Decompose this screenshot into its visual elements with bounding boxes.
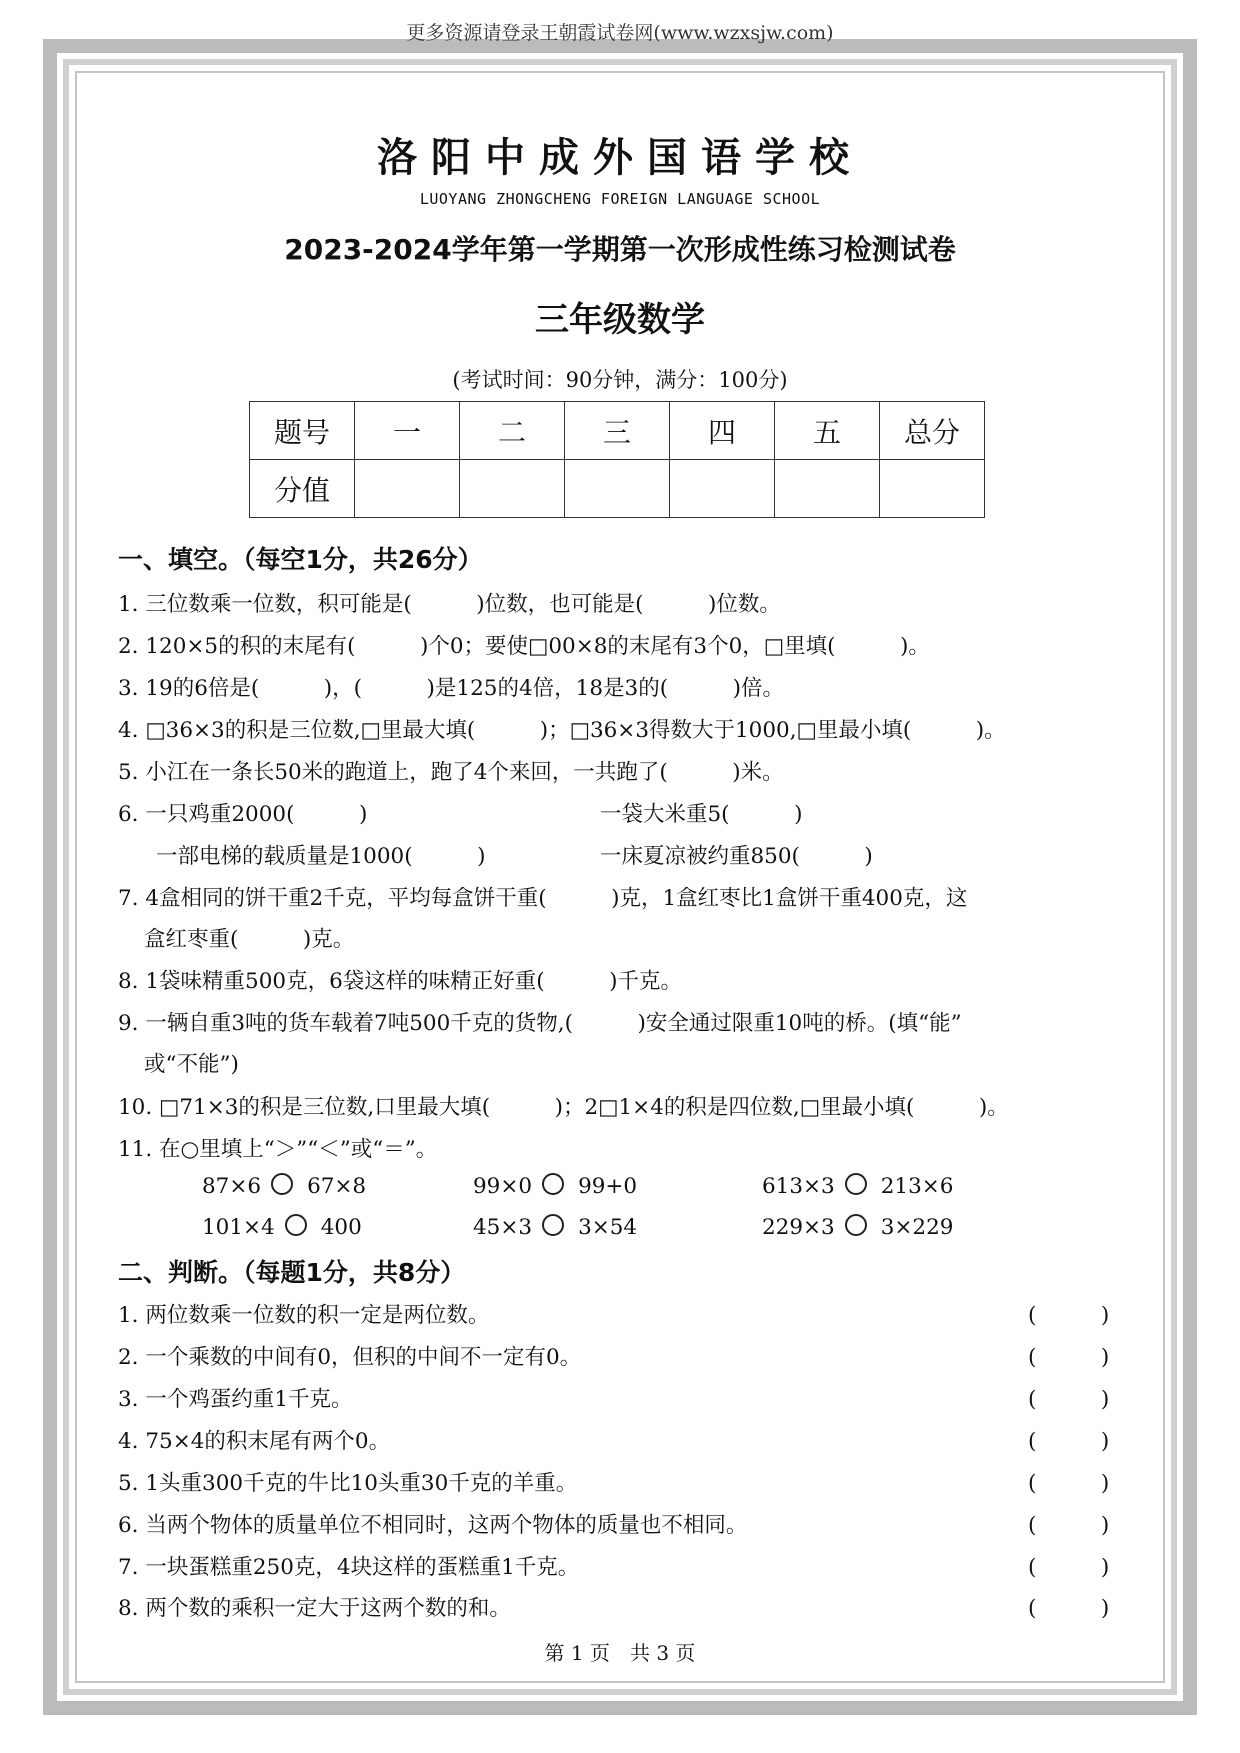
- watermark-text: 更多资源请登录王朝霞试卷网(www.wzxsjw.com): [406, 22, 834, 44]
- judgment-answer-1[interactable]: ( ): [1028, 1303, 1110, 1328]
- score-cell: 分值: [250, 460, 355, 518]
- judgment-item-3: 3. 一个鸡蛋约重1千克。: [118, 1387, 353, 1412]
- judgment-answer-3[interactable]: ( ): [1028, 1387, 1110, 1412]
- subject-title: 三年级数学: [535, 300, 705, 340]
- question-1-5: 5. 小江在一条长50米的跑道上，跑了4个来回，一共跑了( )米。: [118, 760, 784, 785]
- question-1-6d: 一床夏凉被约重850( ): [600, 844, 873, 869]
- section-1-heading: 一、填空。（每空1分，共26分）: [118, 545, 483, 574]
- question-1-9a: 9. 一辆自重3吨的货车载着7吨500千克的货物,( )安全通过限重10吨的桥。(填“能”: [118, 1011, 962, 1036]
- question-1-8: 8. 1袋味精重500克，6袋这样的味精正好重( )千克。: [118, 969, 683, 994]
- question-1-9b: 或“不能”): [144, 1052, 239, 1077]
- question-1-1: 1. 三位数乘一位数，积可能是( )位数，也可能是( )位数。: [118, 592, 781, 617]
- answer-circle[interactable]: [845, 1173, 867, 1195]
- judgment-answer-5[interactable]: ( ): [1028, 1471, 1110, 1496]
- judgment-answer-6[interactable]: ( ): [1028, 1513, 1110, 1538]
- score-input-cell[interactable]: [880, 460, 985, 518]
- comparison-item: 87×6 67×8: [202, 1174, 367, 1199]
- score-input-cell[interactable]: [355, 460, 460, 518]
- score-cell: 一: [355, 402, 460, 460]
- judgment-item-1: 1. 两位数乘一位数的积一定是两位数。: [118, 1303, 490, 1328]
- question-1-6b: 一袋大米重5( ): [600, 802, 803, 827]
- score-input-cell[interactable]: [460, 460, 565, 518]
- question-1-6c: 一部电梯的载质量是1000( ): [156, 844, 486, 869]
- exam-info: (考试时间：90分钟，满分：100分): [452, 368, 788, 392]
- school-name: 洛阳中成外国语学校: [377, 135, 863, 181]
- school-name-english: LUOYANG ZHONGCHENG FOREIGN LANGUAGE SCHOOL: [419, 190, 821, 208]
- score-cell: 三: [565, 402, 670, 460]
- question-1-3: 3. 19的6倍是( )，( )是125的4倍，18是3的( )倍。: [118, 676, 784, 701]
- comparison-item: 229×3 3×229: [762, 1215, 954, 1240]
- score-cell: 五: [775, 402, 880, 460]
- exam-title: 2023-2024学年第一学期第一次形成性练习检测试卷: [284, 233, 956, 266]
- answer-circle[interactable]: [845, 1214, 867, 1236]
- judgment-item-8: 8. 两个数的乘积一定大于这两个数的和。: [118, 1596, 511, 1621]
- question-1-10: 10. □71×3的积是三位数,口里最大填( )；2□1×4的积是四位数,□里最小填( )。: [118, 1095, 1009, 1120]
- answer-circle[interactable]: [542, 1173, 564, 1195]
- score-input-cell[interactable]: [670, 460, 775, 518]
- score-table-value-row: [250, 460, 985, 518]
- judgment-answer-8[interactable]: ( ): [1028, 1596, 1110, 1621]
- question-1-7b: 盒红枣重( )克。: [144, 927, 355, 952]
- question-1-11: 11. 在○里填上“＞”“＜”或“＝”。: [118, 1137, 438, 1162]
- judgment-answer-7[interactable]: ( ): [1028, 1555, 1110, 1580]
- judgment-item-5: 5. 1头重300千克的牛比10头重30千克的羊重。: [118, 1471, 578, 1496]
- judgment-answer-2[interactable]: ( ): [1028, 1345, 1110, 1370]
- score-cell: 题号: [250, 402, 355, 460]
- page-footer: 第 1 页 共 3 页: [544, 1641, 696, 1665]
- answer-circle[interactable]: [271, 1173, 293, 1195]
- score-input-cell[interactable]: [775, 460, 880, 518]
- comparison-item: 45×3 3×54: [473, 1215, 638, 1240]
- judgment-item-7: 7. 一块蛋糕重250克，4块这样的蛋糕重1千克。: [118, 1555, 580, 1580]
- section-2-heading: 二、判断。（每题1分，共8分）: [118, 1258, 466, 1287]
- judgment-item-4: 4. 75×4的积末尾有两个0。: [118, 1429, 391, 1454]
- score-table: [249, 401, 985, 518]
- comparison-item: 101×4 400: [202, 1215, 362, 1240]
- judgment-answer-4[interactable]: ( ): [1028, 1429, 1110, 1454]
- score-cell: 四: [670, 402, 775, 460]
- judgment-item-2: 2. 一个乘数的中间有0，但积的中间不一定有0。: [118, 1345, 582, 1370]
- question-1-6a: 6. 一只鸡重2000( ): [118, 802, 368, 827]
- score-table-header-row: [250, 402, 985, 460]
- question-1-4: 4. □36×3的积是三位数,□里最大填( )；□36×3得数大于1000,□里最小填( )。: [118, 718, 1006, 743]
- score-cell: 二: [460, 402, 565, 460]
- comparison-item: 613×3 213×6: [762, 1174, 954, 1199]
- score-cell: 总分: [880, 402, 985, 460]
- answer-circle[interactable]: [285, 1214, 307, 1236]
- question-1-7a: 7. 4盒相同的饼干重2千克，平均每盒饼干重( )克，1盒红枣比1盒饼干重400克，这: [118, 886, 968, 911]
- score-input-cell[interactable]: [565, 460, 670, 518]
- question-1-2: 2. 120×5的积的末尾有( )个0；要使□00×8的末尾有3个0，□里填( )。: [118, 634, 930, 659]
- answer-circle[interactable]: [542, 1214, 564, 1236]
- judgment-item-6: 6. 当两个物体的质量单位不相同时，这两个物体的质量也不相同。: [118, 1513, 748, 1538]
- comparison-item: 99×0 99+0: [473, 1174, 638, 1199]
